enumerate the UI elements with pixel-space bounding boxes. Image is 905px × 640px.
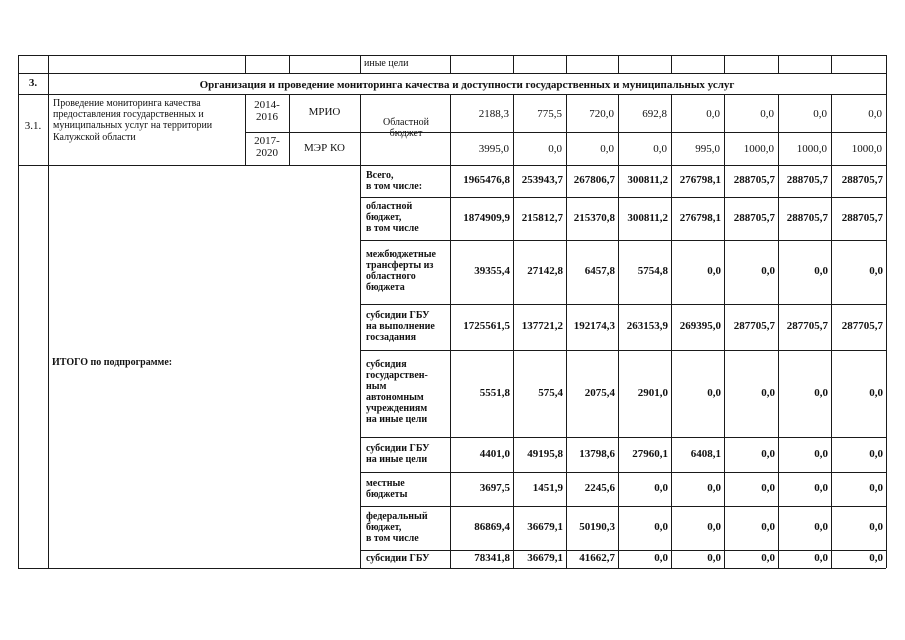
total-value-cell: 215812,7 — [521, 212, 563, 224]
item-value-cell: 0,0 — [548, 143, 562, 155]
table-rule — [831, 55, 832, 73]
total-value-cell: 300811,2 — [627, 174, 668, 186]
item-value-cell: 692,8 — [642, 108, 667, 120]
table-rule — [724, 55, 725, 73]
table-rule — [18, 165, 886, 166]
total-value-cell: 0,0 — [761, 387, 775, 399]
total-value-cell: 137721,2 — [521, 320, 563, 332]
table-rule — [289, 94, 290, 165]
total-value-cell: 287705,7 — [733, 320, 775, 332]
total-row-label: местные бюджеты — [366, 478, 408, 500]
total-row-label: субсидия государствен- ным автономным учреждениям на иные цели — [366, 359, 428, 425]
total-row-label: областной бюджет, в том числе — [366, 201, 419, 234]
total-value-cell: 0,0 — [869, 265, 883, 277]
total-value-cell: 6457,8 — [584, 265, 615, 277]
total-value-cell: 78341,8 — [474, 552, 510, 564]
period-2014: 2014- 2016 — [254, 99, 280, 124]
total-value-cell: 0,0 — [654, 552, 668, 564]
total-value-cell: 300811,2 — [627, 212, 668, 224]
total-row-label: субсидии ГБУ на иные цели — [366, 443, 430, 465]
total-value-cell: 276798,1 — [679, 212, 721, 224]
total-value-cell: 288705,7 — [733, 174, 775, 186]
total-value-cell: 287705,7 — [841, 320, 883, 332]
period-2017: 2017- 2020 — [254, 135, 280, 160]
total-value-cell: 0,0 — [707, 521, 721, 533]
total-value-cell: 0,0 — [761, 448, 775, 460]
total-value-cell: 5551,8 — [479, 387, 510, 399]
total-value-cell: 0,0 — [761, 482, 775, 494]
item-value-cell: 0,0 — [760, 108, 774, 120]
total-value-cell: 2075,4 — [584, 387, 615, 399]
item-value-cell: 3995,0 — [478, 143, 509, 155]
table-rule — [18, 94, 886, 95]
item-number: 3.1. — [24, 120, 42, 132]
top-row-text: иные цели — [364, 58, 409, 69]
table-rule — [18, 55, 886, 56]
total-value-cell: 288705,7 — [841, 174, 883, 186]
total-label: ИТОГО по подпрограмме: — [52, 357, 173, 368]
total-value-cell: 0,0 — [814, 265, 828, 277]
table-rule — [245, 55, 246, 73]
table-rule — [360, 506, 886, 507]
table-rule — [18, 568, 886, 569]
total-value-cell: 49195,8 — [527, 448, 563, 460]
total-row-label: Всего, в том числе: — [366, 170, 423, 192]
table-rule — [360, 472, 886, 473]
total-row-label: межбюджетные трансферты из областного бюджета — [366, 249, 436, 293]
total-value-cell: 263153,9 — [626, 320, 668, 332]
table-rule — [618, 55, 619, 73]
total-value-cell: 0,0 — [869, 552, 883, 564]
table-rule — [566, 55, 567, 73]
total-value-cell: 288705,7 — [786, 174, 828, 186]
table-rule — [48, 55, 49, 568]
table-rule — [360, 304, 886, 305]
total-value-cell: 276798,1 — [679, 174, 721, 186]
total-value-cell: 4401,0 — [479, 448, 510, 460]
total-value-cell: 36679,1 — [527, 552, 563, 564]
total-value-cell: 0,0 — [814, 448, 828, 460]
total-value-cell: 27960,1 — [632, 448, 668, 460]
total-value-cell: 287705,7 — [786, 320, 828, 332]
total-value-cell: 86869,4 — [474, 521, 510, 533]
total-value-cell: 0,0 — [707, 552, 721, 564]
table-rule — [513, 55, 514, 73]
table-rule — [778, 55, 779, 73]
total-value-cell: 3697,5 — [479, 482, 510, 494]
total-value-cell: 288705,7 — [786, 212, 828, 224]
table-rule — [360, 197, 886, 198]
total-value-cell: 0,0 — [869, 387, 883, 399]
total-value-cell: 0,0 — [814, 482, 828, 494]
total-value-cell: 36679,1 — [527, 521, 563, 533]
total-value-cell: 0,0 — [654, 482, 668, 494]
total-value-cell: 1965476,8 — [463, 174, 510, 186]
table-rule — [360, 94, 361, 568]
total-value-cell: 0,0 — [707, 265, 721, 277]
total-value-cell: 1874909,9 — [463, 212, 510, 224]
total-value-cell: 269395,0 — [679, 320, 721, 332]
total-value-cell: 2245,6 — [584, 482, 615, 494]
item-value-cell: 1000,0 — [796, 143, 827, 155]
total-value-cell: 192174,3 — [573, 320, 615, 332]
item-value-cell: 720,0 — [589, 108, 614, 120]
table-rule — [360, 350, 886, 351]
total-value-cell: 0,0 — [707, 387, 721, 399]
item-name: Проведение мониторинга качества предоставления государственных и муниципальных услуг на территории Калужской области — [53, 98, 213, 143]
item-value-cell: 2188,3 — [478, 108, 509, 120]
total-value-cell: 27142,8 — [527, 265, 563, 277]
total-value-cell: 0,0 — [654, 521, 668, 533]
total-value-cell: 0,0 — [814, 552, 828, 564]
total-value-cell: 0,0 — [761, 265, 775, 277]
total-value-cell: 0,0 — [814, 387, 828, 399]
table-rule — [289, 55, 290, 73]
total-value-cell: 5754,8 — [637, 265, 668, 277]
item-value-cell: 0,0 — [813, 108, 827, 120]
total-value-cell: 575,4 — [538, 387, 563, 399]
section-number: 3. — [28, 77, 38, 89]
table-rule — [886, 55, 887, 568]
total-value-cell: 0,0 — [869, 482, 883, 494]
total-value-cell: 13798,6 — [579, 448, 615, 460]
total-value-cell: 253943,7 — [521, 174, 563, 186]
item-value-cell: 995,0 — [695, 143, 720, 155]
table-rule — [360, 437, 886, 438]
item-value-cell: 0,0 — [600, 143, 614, 155]
total-row-label: федеральный бюджет, в том числе — [366, 511, 428, 544]
total-value-cell: 6408,1 — [690, 448, 721, 460]
item-value-cell: 1000,0 — [743, 143, 774, 155]
table-rule — [360, 550, 886, 551]
total-value-cell: 2901,0 — [637, 387, 668, 399]
table-rule — [360, 240, 886, 241]
total-value-cell: 288705,7 — [733, 212, 775, 224]
total-value-cell: 0,0 — [814, 521, 828, 533]
table-rule — [18, 73, 886, 74]
item-value-cell: 775,5 — [537, 108, 562, 120]
item-value-cell: 1000,0 — [851, 143, 882, 155]
section-title: Организация и проведение мониторинга качества и доступности государственных и муниципальных услуг — [199, 79, 735, 91]
table-rule — [450, 55, 451, 73]
total-value-cell: 267806,7 — [573, 174, 615, 186]
total-row-label: субсидии ГБУ — [366, 553, 430, 564]
total-value-cell: 50190,3 — [579, 521, 615, 533]
item-value-cell: 0,0 — [868, 108, 882, 120]
executor-mrio: МРИО — [308, 106, 341, 118]
funding-source: Областной бюджет — [382, 117, 429, 140]
total-value-cell: 0,0 — [869, 448, 883, 460]
total-value-cell: 288705,7 — [841, 212, 883, 224]
total-value-cell: 0,0 — [869, 521, 883, 533]
total-value-cell: 1451,9 — [532, 482, 563, 494]
total-row-label: субсидии ГБУ на выполнение госзадания — [366, 310, 435, 343]
item-value-cell: 0,0 — [653, 143, 667, 155]
total-value-cell: 215370,8 — [573, 212, 615, 224]
total-value-cell: 0,0 — [761, 552, 775, 564]
item-value-cell: 0,0 — [706, 108, 720, 120]
total-value-cell: 39355,4 — [474, 265, 510, 277]
total-value-cell: 0,0 — [761, 521, 775, 533]
table-rule — [671, 55, 672, 73]
total-value-cell: 41662,7 — [579, 552, 615, 564]
executor-mer-ko: МЭР КО — [304, 142, 345, 154]
total-value-cell: 1725561,5 — [463, 320, 510, 332]
total-value-cell: 0,0 — [707, 482, 721, 494]
table-rule — [360, 55, 361, 73]
